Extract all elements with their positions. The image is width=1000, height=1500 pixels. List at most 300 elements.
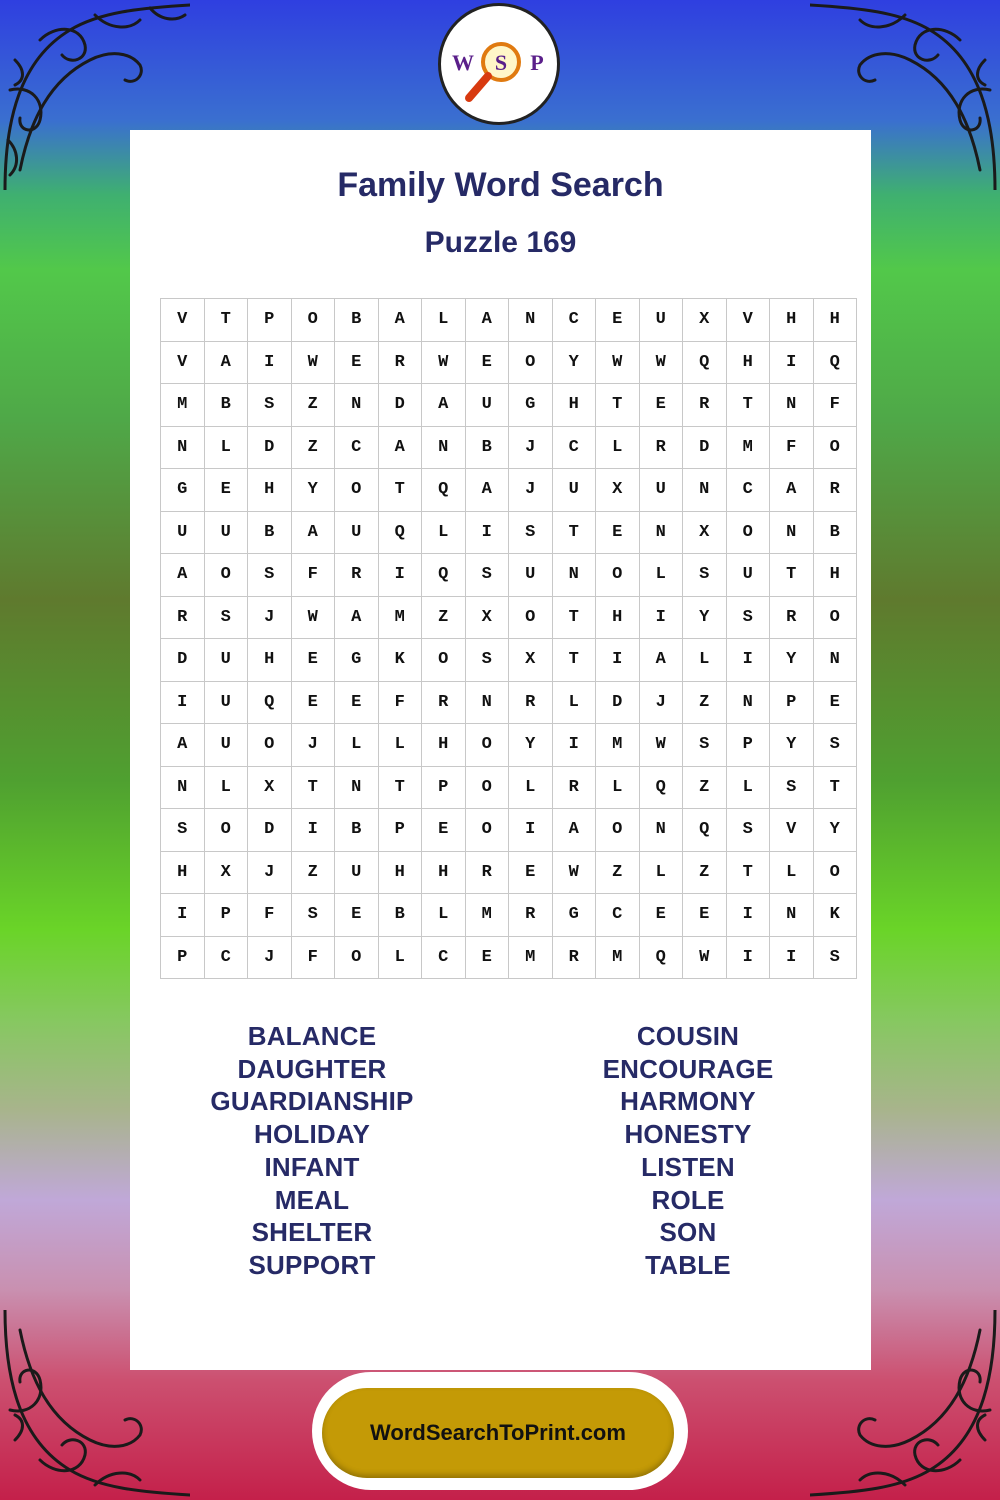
grid-cell[interactable]: O (204, 809, 248, 852)
grid-cell[interactable]: V (161, 341, 205, 384)
grid-cell[interactable]: B (335, 299, 379, 342)
grid-cell[interactable]: P (422, 766, 466, 809)
grid-cell[interactable]: Q (422, 469, 466, 512)
footer-pill (312, 1372, 688, 1490)
grid-cell[interactable]: I (596, 639, 640, 682)
grid-cell[interactable]: T (726, 384, 770, 427)
grid-cell[interactable]: T (813, 766, 857, 809)
grid-cell[interactable]: L (596, 766, 640, 809)
grid-cell[interactable]: L (683, 639, 727, 682)
grid-cell[interactable]: H (422, 724, 466, 767)
grid-cell[interactable]: O (335, 936, 379, 979)
grid-cell[interactable]: A (465, 469, 509, 512)
word-list-left (152, 1020, 472, 1282)
grid-cell[interactable]: H (378, 851, 422, 894)
grid-cell[interactable]: X (509, 639, 553, 682)
word-item: ROLE (651, 1184, 725, 1215)
grid-cell[interactable]: T (552, 596, 596, 639)
grid-cell[interactable]: A (204, 341, 248, 384)
grid-cell[interactable]: S (248, 554, 292, 597)
word-item: SON (659, 1217, 717, 1248)
grid-cell[interactable]: R (552, 936, 596, 979)
grid-cell[interactable]: E (813, 681, 857, 724)
word-item: INFANT (264, 1151, 360, 1182)
grid-cell[interactable]: N (813, 639, 857, 682)
grid-cell[interactable]: L (596, 426, 640, 469)
grid-row (161, 766, 857, 809)
grid-cell[interactable]: P (248, 299, 292, 342)
grid-cell[interactable]: Q (378, 511, 422, 554)
grid-cell[interactable]: U (465, 384, 509, 427)
word-item: HARMONY (620, 1086, 756, 1117)
grid-cell[interactable]: O (726, 511, 770, 554)
grid-cell[interactable]: O (813, 426, 857, 469)
grid-cell[interactable]: B (335, 809, 379, 852)
grid-cell[interactable]: A (552, 809, 596, 852)
grid-cell[interactable]: L (639, 851, 683, 894)
grid-cell[interactable]: L (378, 724, 422, 767)
grid-cell[interactable]: N (335, 384, 379, 427)
grid-cell[interactable]: U (204, 639, 248, 682)
grid-cell[interactable]: O (813, 596, 857, 639)
grid-cell[interactable]: O (596, 554, 640, 597)
grid-cell[interactable]: Z (422, 596, 466, 639)
grid-cell[interactable]: X (248, 766, 292, 809)
grid-cell[interactable]: N (770, 511, 814, 554)
grid-row (161, 554, 857, 597)
grid-cell[interactable]: W (291, 596, 335, 639)
grid-cell[interactable]: Y (770, 639, 814, 682)
grid-cell[interactable]: Z (291, 384, 335, 427)
grid-cell[interactable]: U (335, 851, 379, 894)
grid-cell[interactable]: M (596, 724, 640, 767)
grid-cell[interactable]: C (552, 426, 596, 469)
grid-cell[interactable]: H (813, 554, 857, 597)
grid-cell[interactable]: F (378, 681, 422, 724)
grid-cell[interactable]: O (596, 809, 640, 852)
grid-cell[interactable]: I (770, 341, 814, 384)
grid-cell[interactable]: U (726, 554, 770, 597)
grid-cell[interactable]: E (639, 384, 683, 427)
grid-cell[interactable]: I (291, 809, 335, 852)
grid-cell[interactable]: U (204, 724, 248, 767)
grid-cell[interactable]: F (291, 936, 335, 979)
grid-cell[interactable]: N (161, 426, 205, 469)
grid-cell[interactable]: L (509, 766, 553, 809)
grid-cell[interactable]: N (161, 766, 205, 809)
grid-cell[interactable]: R (335, 554, 379, 597)
grid-cell[interactable]: D (596, 681, 640, 724)
grid-cell[interactable]: H (248, 639, 292, 682)
grid-cell[interactable]: P (204, 894, 248, 937)
grid-cell[interactable]: Q (639, 766, 683, 809)
logo-letter-w: W (452, 50, 474, 75)
grid-cell[interactable]: N (422, 426, 466, 469)
page-title: Family Word Search (337, 166, 664, 204)
grid-cell[interactable]: I (726, 894, 770, 937)
word-item: BALANCE (247, 1021, 377, 1051)
grid-cell[interactable]: X (596, 469, 640, 512)
grid-cell[interactable]: A (378, 299, 422, 342)
site-link-button[interactable]: WordSearchToPrint.com (322, 1388, 674, 1478)
grid-row (161, 809, 857, 852)
grid-cell[interactable]: J (248, 936, 292, 979)
grid-cell[interactable]: S (248, 384, 292, 427)
grid-cell[interactable]: E (596, 511, 640, 554)
grid-cell[interactable]: Q (683, 809, 727, 852)
grid-cell[interactable]: O (422, 639, 466, 682)
grid-cell[interactable]: Y (683, 596, 727, 639)
grid-cell[interactable]: U (204, 511, 248, 554)
grid-cell[interactable]: H (248, 469, 292, 512)
grid-cell[interactable]: B (813, 511, 857, 554)
grid-cell[interactable]: O (465, 724, 509, 767)
grid-cell[interactable]: W (596, 341, 640, 384)
grid-cell[interactable]: L (422, 511, 466, 554)
grid-row (161, 936, 857, 979)
grid-cell[interactable]: N (770, 384, 814, 427)
grid-cell[interactable]: I (726, 639, 770, 682)
grid-cell[interactable]: A (378, 426, 422, 469)
grid-cell[interactable]: K (813, 894, 857, 937)
grid-cell[interactable]: R (639, 426, 683, 469)
grid-cell[interactable]: T (204, 299, 248, 342)
grid-cell[interactable]: E (291, 639, 335, 682)
grid-cell[interactable]: R (813, 469, 857, 512)
grid-cell[interactable]: U (552, 469, 596, 512)
word-item: DAUGHTER (237, 1053, 387, 1084)
grid-cell[interactable]: D (161, 639, 205, 682)
grid-cell[interactable]: I (378, 554, 422, 597)
grid-cell[interactable]: Q (683, 341, 727, 384)
grid-cell[interactable]: C (596, 894, 640, 937)
grid-cell[interactable]: R (683, 384, 727, 427)
grid-cell[interactable]: A (639, 639, 683, 682)
grid-row (161, 681, 857, 724)
grid-cell[interactable]: E (291, 681, 335, 724)
grid-cell[interactable]: N (639, 809, 683, 852)
grid-cell[interactable]: P (770, 681, 814, 724)
grid-row (161, 469, 857, 512)
grid-cell[interactable]: O (509, 341, 553, 384)
grid-cell[interactable]: T (291, 766, 335, 809)
grid-cell[interactable]: S (291, 894, 335, 937)
grid-cell[interactable]: E (596, 299, 640, 342)
grid-cell[interactable]: L (422, 894, 466, 937)
grid-cell[interactable]: U (509, 554, 553, 597)
word-item: TABLE (645, 1249, 731, 1280)
grid-cell[interactable]: V (726, 299, 770, 342)
grid-cell[interactable]: F (770, 426, 814, 469)
grid-cell[interactable]: X (465, 596, 509, 639)
grid-cell[interactable]: M (726, 426, 770, 469)
grid-cell[interactable]: F (248, 894, 292, 937)
letter-grid[interactable] (160, 298, 857, 979)
grid-cell[interactable]: R (465, 851, 509, 894)
word-item: HONESTY (624, 1119, 752, 1150)
grid-cell[interactable]: T (378, 766, 422, 809)
grid-cell[interactable]: T (378, 469, 422, 512)
grid-cell[interactable]: Q (422, 554, 466, 597)
grid-cell[interactable]: C (335, 426, 379, 469)
grid-cell[interactable]: D (248, 426, 292, 469)
grid-cell[interactable]: W (683, 936, 727, 979)
grid-row (161, 299, 857, 342)
grid-cell[interactable]: D (683, 426, 727, 469)
grid-cell[interactable]: T (596, 384, 640, 427)
grid-cell[interactable]: A (291, 511, 335, 554)
grid-cell[interactable]: I (639, 596, 683, 639)
grid-cell[interactable]: O (509, 596, 553, 639)
grid-cell[interactable]: Z (596, 851, 640, 894)
grid-cell[interactable]: N (770, 894, 814, 937)
grid-cell[interactable]: R (378, 341, 422, 384)
grid-cell[interactable]: Y (813, 809, 857, 852)
word-list-right (528, 1020, 848, 1282)
grid-cell[interactable]: B (378, 894, 422, 937)
grid-cell[interactable]: D (248, 809, 292, 852)
grid-cell[interactable]: A (161, 724, 205, 767)
grid-cell[interactable]: V (770, 809, 814, 852)
grid-cell[interactable]: X (204, 851, 248, 894)
grid-cell[interactable]: I (465, 511, 509, 554)
grid-cell[interactable]: O (465, 766, 509, 809)
grid-cell[interactable]: E (335, 894, 379, 937)
grid-cell[interactable]: R (509, 894, 553, 937)
grid-cell[interactable]: R (422, 681, 466, 724)
word-item: SUPPORT (248, 1249, 376, 1280)
grid-cell[interactable]: I (770, 936, 814, 979)
grid-cell[interactable]: J (291, 724, 335, 767)
grid-cell[interactable]: G (161, 469, 205, 512)
grid-cell[interactable]: T (552, 511, 596, 554)
grid-cell[interactable]: M (378, 596, 422, 639)
grid-cell[interactable]: Q (639, 936, 683, 979)
grid-cell[interactable]: S (683, 724, 727, 767)
grid-cell[interactable]: N (726, 681, 770, 724)
logo-letter-s: S (494, 50, 508, 75)
grid-cell[interactable]: E (683, 894, 727, 937)
grid-cell[interactable]: X (683, 299, 727, 342)
grid-cell[interactable]: I (509, 809, 553, 852)
grid-cell[interactable]: T (770, 554, 814, 597)
grid-cell[interactable]: J (509, 469, 553, 512)
grid-cell[interactable]: V (161, 299, 205, 342)
grid-cell[interactable]: K (378, 639, 422, 682)
word-item: SHELTER (251, 1217, 373, 1248)
grid-cell[interactable]: M (465, 894, 509, 937)
grid-cell[interactable]: S (683, 554, 727, 597)
grid-cell[interactable]: U (335, 511, 379, 554)
grid-cell[interactable]: H (770, 299, 814, 342)
grid-cell[interactable]: S (770, 766, 814, 809)
grid-cell[interactable]: A (770, 469, 814, 512)
grid-cell[interactable]: A (335, 596, 379, 639)
grid-row (161, 384, 857, 427)
grid-cell[interactable]: H (813, 299, 857, 342)
grid-row (161, 426, 857, 469)
grid-cell[interactable]: E (465, 341, 509, 384)
grid-cell[interactable]: D (378, 384, 422, 427)
grid-cell[interactable]: L (204, 766, 248, 809)
grid-cell[interactable]: Z (683, 851, 727, 894)
grid-cell[interactable]: S (161, 809, 205, 852)
grid-cell[interactable]: E (335, 341, 379, 384)
grid-row (161, 341, 857, 384)
grid-cell[interactable]: W (422, 341, 466, 384)
grid-cell[interactable]: R (770, 596, 814, 639)
grid-cell[interactable]: Z (683, 681, 727, 724)
grid-cell[interactable]: T (726, 851, 770, 894)
grid-cell[interactable]: U (204, 681, 248, 724)
grid-cell[interactable]: S (509, 511, 553, 554)
word-item: GUARDIANSHIP (210, 1086, 414, 1117)
grid-cell[interactable]: Z (683, 766, 727, 809)
grid-cell[interactable]: J (509, 426, 553, 469)
grid-cell[interactable]: U (639, 469, 683, 512)
puzzle-number: Puzzle 169 (424, 226, 577, 259)
grid-cell[interactable]: N (465, 681, 509, 724)
word-item: COUSIN (636, 1021, 740, 1051)
grid-cell[interactable]: L (770, 851, 814, 894)
grid-cell[interactable]: H (422, 851, 466, 894)
word-item: MEAL (274, 1184, 350, 1215)
grid-cell[interactable]: Q (248, 681, 292, 724)
grid-cell[interactable]: M (509, 936, 553, 979)
grid-cell[interactable]: A (422, 384, 466, 427)
grid-cell[interactable]: L (422, 299, 466, 342)
grid-cell[interactable]: S (465, 554, 509, 597)
grid-cell[interactable]: F (291, 554, 335, 597)
grid-cell[interactable]: G (552, 894, 596, 937)
grid-cell[interactable]: B (465, 426, 509, 469)
grid-cell[interactable]: O (335, 469, 379, 512)
grid-cell[interactable]: U (639, 299, 683, 342)
grid-cell[interactable]: Y (552, 341, 596, 384)
grid-cell[interactable]: N (552, 554, 596, 597)
grid-cell[interactable]: Q (813, 341, 857, 384)
puzzle-card (130, 130, 871, 1370)
grid-cell[interactable]: R (161, 596, 205, 639)
grid-cell[interactable]: M (596, 936, 640, 979)
grid-cell[interactable]: E (639, 894, 683, 937)
grid-cell[interactable]: T (552, 639, 596, 682)
grid-cell[interactable]: C (204, 936, 248, 979)
grid-cell[interactable]: W (291, 341, 335, 384)
grid-cell[interactable]: P (378, 809, 422, 852)
grid-cell[interactable]: J (248, 596, 292, 639)
grid-cell[interactable]: P (161, 936, 205, 979)
grid-cell[interactable]: Z (291, 851, 335, 894)
grid-cell[interactable]: L (378, 936, 422, 979)
grid-row (161, 724, 857, 767)
grid-cell[interactable]: R (509, 681, 553, 724)
word-item: HOLIDAY (253, 1119, 370, 1150)
grid-cell[interactable]: E (509, 851, 553, 894)
grid-cell[interactable]: N (335, 766, 379, 809)
grid-cell[interactable]: L (335, 724, 379, 767)
grid-cell[interactable]: O (465, 809, 509, 852)
grid-cell[interactable]: I (161, 894, 205, 937)
grid-row (161, 894, 857, 937)
grid-cell[interactable]: O (248, 724, 292, 767)
grid-cell[interactable]: H (596, 596, 640, 639)
grid-cell[interactable]: I (552, 724, 596, 767)
grid-cell[interactable]: C (726, 469, 770, 512)
grid-cell[interactable]: W (552, 851, 596, 894)
grid-cell[interactable]: S (813, 936, 857, 979)
grid-cell[interactable]: W (639, 341, 683, 384)
grid-cell[interactable]: E (204, 469, 248, 512)
grid-cell[interactable]: O (204, 554, 248, 597)
grid-cell[interactable]: G (509, 384, 553, 427)
grid-cell[interactable]: L (204, 426, 248, 469)
grid-cell[interactable]: B (204, 384, 248, 427)
grid-cell[interactable]: H (726, 341, 770, 384)
grid-cell[interactable]: E (335, 681, 379, 724)
grid-cell[interactable]: P (726, 724, 770, 767)
wsp-logo[interactable] (438, 3, 560, 125)
grid-cell[interactable]: S (813, 724, 857, 767)
grid-cell[interactable]: O (291, 299, 335, 342)
grid-row (161, 851, 857, 894)
grid-cell[interactable]: U (161, 511, 205, 554)
grid-cell[interactable]: Y (770, 724, 814, 767)
grid-cell[interactable]: Z (291, 426, 335, 469)
grid-cell[interactable]: Y (291, 469, 335, 512)
grid-cell[interactable]: Y (509, 724, 553, 767)
grid-cell[interactable]: X (683, 511, 727, 554)
grid-cell[interactable]: J (639, 681, 683, 724)
grid-cell[interactable]: S (726, 596, 770, 639)
grid-row (161, 596, 857, 639)
grid-cell[interactable]: N (683, 469, 727, 512)
grid-cell[interactable]: E (422, 809, 466, 852)
grid-cell[interactable]: C (552, 299, 596, 342)
grid-cell[interactable]: I (248, 341, 292, 384)
grid-cell[interactable]: A (161, 554, 205, 597)
grid-cell[interactable]: A (465, 299, 509, 342)
grid-cell[interactable]: G (335, 639, 379, 682)
grid-cell[interactable]: L (726, 766, 770, 809)
grid-cell[interactable]: F (813, 384, 857, 427)
grid-cell[interactable]: L (552, 681, 596, 724)
grid-row (161, 639, 857, 682)
grid-cell[interactable]: I (161, 681, 205, 724)
grid-cell[interactable]: L (639, 554, 683, 597)
grid-cell[interactable]: B (248, 511, 292, 554)
grid-cell[interactable]: J (248, 851, 292, 894)
grid-cell[interactable]: E (465, 936, 509, 979)
grid-cell[interactable]: M (161, 384, 205, 427)
grid-cell[interactable]: H (161, 851, 205, 894)
grid-cell[interactable]: W (639, 724, 683, 767)
grid-cell[interactable]: O (813, 851, 857, 894)
word-item: LISTEN (641, 1151, 735, 1182)
grid-cell[interactable]: C (422, 936, 466, 979)
grid-cell[interactable]: I (726, 936, 770, 979)
grid-cell[interactable]: S (204, 596, 248, 639)
grid-cell[interactable]: N (639, 511, 683, 554)
grid-cell[interactable]: N (509, 299, 553, 342)
grid-cell[interactable]: R (552, 766, 596, 809)
grid-cell[interactable]: S (726, 809, 770, 852)
logo-letter-p: P (530, 50, 544, 75)
word-item: ENCOURAGE (602, 1053, 774, 1084)
grid-row (161, 511, 857, 554)
grid-cell[interactable]: H (552, 384, 596, 427)
grid-cell[interactable]: S (465, 639, 509, 682)
